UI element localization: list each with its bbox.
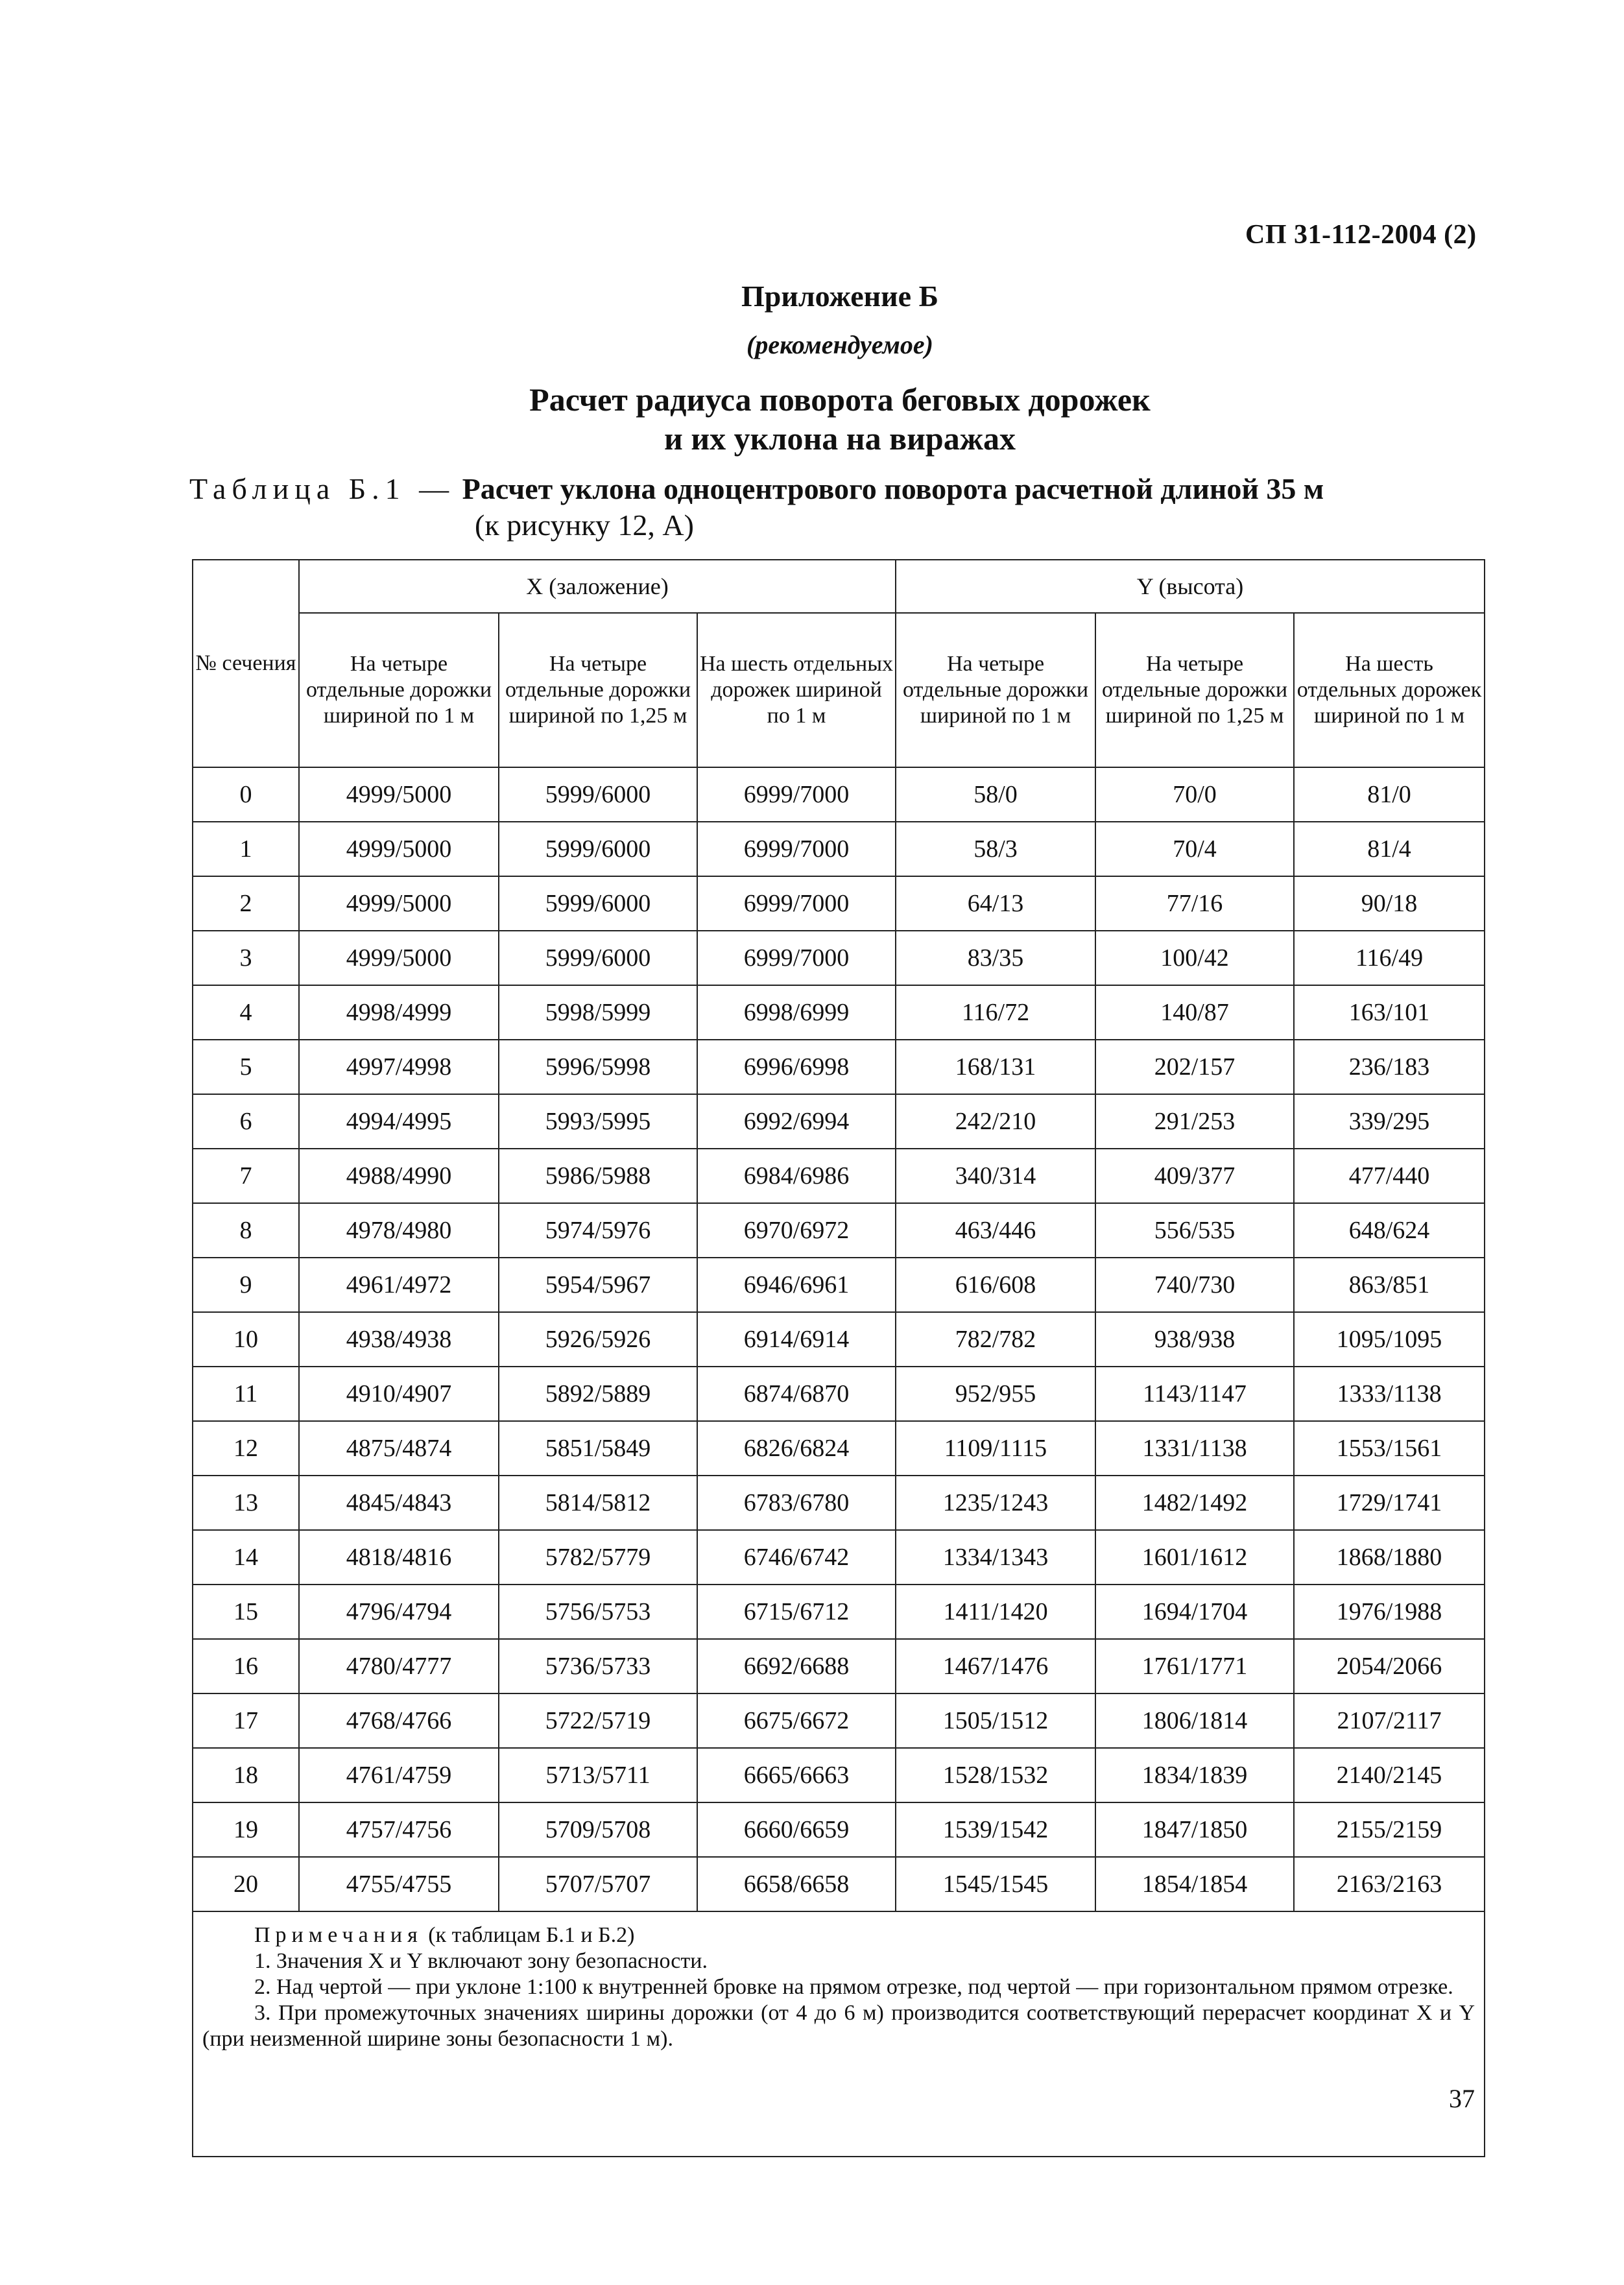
column-header-y-four-1m: На четыре отдельные дорожки шириной по 1 м	[896, 613, 1095, 767]
table-cell: 291/253	[1095, 1094, 1294, 1149]
table-cell: 5999/6000	[499, 767, 697, 822]
table-cell: 5954/5967	[499, 1258, 697, 1312]
table-row	[193, 1530, 1485, 1585]
table-row	[193, 1421, 1485, 1476]
note-item-1: 1. Значения X и Y включают зону безопасности.	[254, 1949, 708, 1973]
table-cell: 116/72	[896, 985, 1095, 1040]
table-cell: 1095/1095	[1294, 1312, 1485, 1367]
table-cell: 6783/6780	[697, 1476, 896, 1530]
table-cell: 4761/4759	[299, 1748, 499, 1802]
table-cell: 4755/4755	[299, 1857, 499, 1911]
table-cell: 6996/6998	[697, 1040, 896, 1094]
table-cell: 1847/1850	[1095, 1802, 1294, 1857]
table-cell: 5974/5976	[499, 1203, 697, 1258]
table-cell: 4999/5000	[299, 876, 499, 931]
table-cell: 4961/4972	[299, 1258, 499, 1312]
table-row	[193, 1639, 1485, 1693]
table-cell: 1834/1839	[1095, 1748, 1294, 1802]
table-cell: 863/851	[1294, 1258, 1485, 1312]
table-cell: 5993/5995	[499, 1094, 697, 1149]
table-row	[193, 1857, 1485, 1911]
table-cell: 1331/1138	[1095, 1421, 1294, 1476]
column-header-x-six-1m: На шесть отдельных дорожек шириной по 1 м	[697, 613, 896, 767]
table-cell: 782/782	[896, 1312, 1095, 1367]
table-row	[193, 1748, 1485, 1802]
table-row	[193, 1802, 1485, 1857]
table-cell: 70/4	[1095, 822, 1294, 876]
table-cell: 6999/7000	[697, 931, 896, 985]
section-number-cell: 1	[193, 822, 299, 876]
table-cell: 5999/6000	[499, 931, 697, 985]
table-cell: 4988/4990	[299, 1149, 499, 1203]
table-cell: 4994/4995	[299, 1094, 499, 1149]
table-cell: 4999/5000	[299, 822, 499, 876]
annex-title: Приложение Б	[741, 280, 939, 313]
table-cell: 616/608	[896, 1258, 1095, 1312]
table-cell: 4780/4777	[299, 1639, 499, 1693]
notes-heading	[202, 1922, 1475, 1948]
table-cell: 952/955	[896, 1367, 1095, 1421]
table-cell: 4875/4874	[299, 1421, 499, 1476]
annex-status: (рекомендуемое)	[746, 330, 933, 359]
table-cell: 6874/6870	[697, 1367, 896, 1421]
table-cell: 2140/2145	[1294, 1748, 1485, 1802]
table-cell: 4999/5000	[299, 767, 499, 822]
table-caption-reference: (к рисунку 12, А)	[475, 508, 694, 542]
table-cell: 6970/6972	[697, 1203, 896, 1258]
table-row	[193, 1203, 1485, 1258]
table-cell: 5851/5849	[499, 1421, 697, 1476]
section-number-cell: 17	[193, 1693, 299, 1748]
notes-heading-reference: (к таблицам Б.1 и Б.2)	[428, 1923, 635, 1947]
table-cell: 1482/1492	[1095, 1476, 1294, 1530]
table-row	[193, 1312, 1485, 1367]
table-cell: 6946/6961	[697, 1258, 896, 1312]
column-header-y-six-1m: На шесть отдельных дорожек шириной по 1 м	[1294, 613, 1485, 767]
table-cell: 5814/5812	[499, 1476, 697, 1530]
table-cell: 6999/7000	[697, 822, 896, 876]
section-number-cell: 14	[193, 1530, 299, 1585]
main-title-line-1: Расчет радиуса поворота беговых дорожек	[529, 381, 1151, 418]
table-row	[193, 1094, 1485, 1149]
table-cell: 5999/6000	[499, 822, 697, 876]
table-cell: 4978/4980	[299, 1203, 499, 1258]
table-cell: 1235/1243	[896, 1476, 1095, 1530]
table-cell: 4910/4907	[299, 1367, 499, 1421]
table-cell: 1868/1880	[1294, 1530, 1485, 1585]
table-cell: 5707/5707	[499, 1857, 697, 1911]
table-cell: 339/295	[1294, 1094, 1485, 1149]
table-cell: 168/131	[896, 1040, 1095, 1094]
table-caption-title: Расчет уклона одноцентрового поворота расчетной длиной 35 м	[462, 472, 1324, 505]
section-number-cell: 0	[193, 767, 299, 822]
calculation-table	[192, 559, 1485, 2157]
column-group-y: Y (высота)	[896, 560, 1485, 613]
table-cell: 5926/5926	[499, 1312, 697, 1367]
table-cell: 236/183	[1294, 1040, 1485, 1094]
table-cell: 1761/1771	[1095, 1639, 1294, 1693]
table-notes	[193, 1911, 1485, 2157]
main-title	[0, 380, 1624, 458]
table-cell: 5892/5889	[499, 1367, 697, 1421]
table-cell: 1411/1420	[896, 1585, 1095, 1639]
table-cell: 1806/1814	[1095, 1693, 1294, 1748]
table-cell: 1334/1343	[896, 1530, 1095, 1585]
table-row	[193, 1367, 1485, 1421]
table-cell: 6660/6659	[697, 1802, 896, 1857]
table-cell: 6746/6742	[697, 1530, 896, 1585]
table-cell: 2155/2159	[1294, 1802, 1485, 1857]
section-number-cell: 13	[193, 1476, 299, 1530]
section-number-cell: 4	[193, 985, 299, 1040]
table-cell: 5996/5998	[499, 1040, 697, 1094]
table-cell: 1333/1138	[1294, 1367, 1485, 1421]
table-cell: 242/210	[896, 1094, 1095, 1149]
column-header-section-number: № сечения	[193, 560, 299, 767]
table-cell: 81/4	[1294, 822, 1485, 876]
table-cell: 6826/6824	[697, 1421, 896, 1476]
table-cell: 1528/1532	[896, 1748, 1095, 1802]
table-cell: 5998/5999	[499, 985, 697, 1040]
table-cell: 340/314	[896, 1149, 1095, 1203]
table-cell: 6715/6712	[697, 1585, 896, 1639]
table-cell: 90/18	[1294, 876, 1485, 931]
table-row	[193, 1149, 1485, 1203]
table-cell: 4796/4794	[299, 1585, 499, 1639]
note-item-2: 2. Над чертой — при уклоне 1:100 к внутренней бровке на прямом отрезке, под чертой — при горизонтальном прямом отрезке.	[254, 1975, 1453, 1999]
table-cell: 6658/6658	[697, 1857, 896, 1911]
table-cell: 5999/6000	[499, 876, 697, 931]
section-number-cell: 9	[193, 1258, 299, 1312]
table-cell: 409/377	[1095, 1149, 1294, 1203]
note-item-3: 3. При промежуточных значениях ширины дорожки (от 4 до 6 м) производится соответствующий перерасчет координат X и Y (при неизменной ширине зоны безопасности 1 м).	[202, 2001, 1475, 2051]
column-header-y-four-125m: На четыре отдельные дорожки шириной по 1,25 м	[1095, 613, 1294, 767]
table-cell: 4757/4756	[299, 1802, 499, 1857]
table-cell: 5722/5719	[499, 1693, 697, 1748]
table-cell: 100/42	[1095, 931, 1294, 985]
table-cell: 2054/2066	[1294, 1639, 1485, 1693]
table-cell: 5782/5779	[499, 1530, 697, 1585]
section-number-cell: 16	[193, 1639, 299, 1693]
table-cell: 1505/1512	[896, 1693, 1095, 1748]
table-cell: 6692/6688	[697, 1639, 896, 1693]
table-row	[193, 1476, 1485, 1530]
table-cell: 4818/4816	[299, 1530, 499, 1585]
table-cell: 4768/4766	[299, 1693, 499, 1748]
section-number-cell: 20	[193, 1857, 299, 1911]
main-title-line-2: и их уклона на виражах	[664, 420, 1016, 457]
table-cell: 648/624	[1294, 1203, 1485, 1258]
table-cell: 6999/7000	[697, 876, 896, 931]
table-cell: 2163/2163	[1294, 1857, 1485, 1911]
table-cell: 556/535	[1095, 1203, 1294, 1258]
table-cell: 83/35	[896, 931, 1095, 985]
table-cell: 202/157	[1095, 1040, 1294, 1094]
table-cell: 2107/2117	[1294, 1693, 1485, 1748]
table-cell: 1109/1115	[896, 1421, 1095, 1476]
table-cell: 64/13	[896, 876, 1095, 931]
table-cell: 6998/6999	[697, 985, 896, 1040]
table-row	[193, 931, 1485, 985]
section-number-cell: 10	[193, 1312, 299, 1367]
table-row	[193, 985, 1485, 1040]
table-cell: 1854/1854	[1095, 1857, 1294, 1911]
table-body	[193, 767, 1485, 1911]
column-header-x-four-1m: На четыре отдельные дорожки шириной по 1 м	[299, 613, 499, 767]
table-cell: 1545/1545	[896, 1857, 1095, 1911]
table-cell: 1976/1988	[1294, 1585, 1485, 1639]
table-cell: 740/730	[1095, 1258, 1294, 1312]
notes-heading-label: Примечания	[254, 1923, 423, 1947]
table-cell: 6665/6663	[697, 1748, 896, 1802]
table-caption-label: Таблица Б.1 —	[189, 472, 455, 505]
table-cell: 1694/1704	[1095, 1585, 1294, 1639]
table-row	[193, 1585, 1485, 1639]
table-cell: 463/446	[896, 1203, 1095, 1258]
table-cell: 938/938	[1095, 1312, 1294, 1367]
table-cell: 4938/4938	[299, 1312, 499, 1367]
table-cell: 6992/6994	[697, 1094, 896, 1149]
table-row	[193, 767, 1485, 822]
table-row	[193, 876, 1485, 931]
table-cell: 1467/1476	[896, 1639, 1095, 1693]
section-number-cell: 3	[193, 931, 299, 985]
table-row	[193, 822, 1485, 876]
table-cell: 1143/1147	[1095, 1367, 1294, 1421]
table-cell: 6914/6914	[697, 1312, 896, 1367]
column-group-x: X (заложение)	[299, 560, 896, 613]
table-cell: 6999/7000	[697, 767, 896, 822]
table-cell: 1539/1542	[896, 1802, 1095, 1857]
table-row	[193, 1040, 1485, 1094]
document-code: СП 31-112-2004 (2)	[1245, 220, 1477, 250]
table-cell: 81/0	[1294, 767, 1485, 822]
table-cell: 477/440	[1294, 1149, 1485, 1203]
table-cell: 5713/5711	[499, 1748, 697, 1802]
table-cell: 1553/1561	[1294, 1421, 1485, 1476]
section-number-cell: 19	[193, 1802, 299, 1857]
table-cell: 116/49	[1294, 931, 1485, 985]
table-row	[193, 1258, 1485, 1312]
calculation-table-container	[192, 559, 1484, 2157]
table-cell: 4845/4843	[299, 1476, 499, 1530]
column-header-x-four-125m: На четыре отдельные дорожки шириной по 1,25 м	[499, 613, 697, 767]
table-row	[193, 1693, 1485, 1748]
table-cell: 4999/5000	[299, 931, 499, 985]
section-number-cell: 8	[193, 1203, 299, 1258]
table-cell: 5986/5988	[499, 1149, 697, 1203]
section-number-cell: 15	[193, 1585, 299, 1639]
table-cell: 6984/6986	[697, 1149, 896, 1203]
table-cell: 163/101	[1294, 985, 1485, 1040]
table-cell: 58/3	[896, 822, 1095, 876]
table-cell: 5756/5753	[499, 1585, 697, 1639]
section-number-cell: 5	[193, 1040, 299, 1094]
section-number-cell: 2	[193, 876, 299, 931]
table-cell: 6675/6672	[697, 1693, 896, 1748]
table-cell: 70/0	[1095, 767, 1294, 822]
table-cell: 1729/1741	[1294, 1476, 1485, 1530]
section-number-cell: 7	[193, 1149, 299, 1203]
table-cell: 5709/5708	[499, 1802, 697, 1857]
page-number: 37	[1449, 2084, 1475, 2113]
section-number-cell: 6	[193, 1094, 299, 1149]
table-cell: 1601/1612	[1095, 1530, 1294, 1585]
section-number-cell: 18	[193, 1748, 299, 1802]
section-number-cell: 11	[193, 1367, 299, 1421]
table-cell: 5736/5733	[499, 1639, 697, 1693]
table-caption	[189, 471, 1324, 542]
table-cell: 58/0	[896, 767, 1095, 822]
section-number-cell: 12	[193, 1421, 299, 1476]
table-cell: 4998/4999	[299, 985, 499, 1040]
table-cell: 140/87	[1095, 985, 1294, 1040]
table-cell: 4997/4998	[299, 1040, 499, 1094]
table-cell: 77/16	[1095, 876, 1294, 931]
